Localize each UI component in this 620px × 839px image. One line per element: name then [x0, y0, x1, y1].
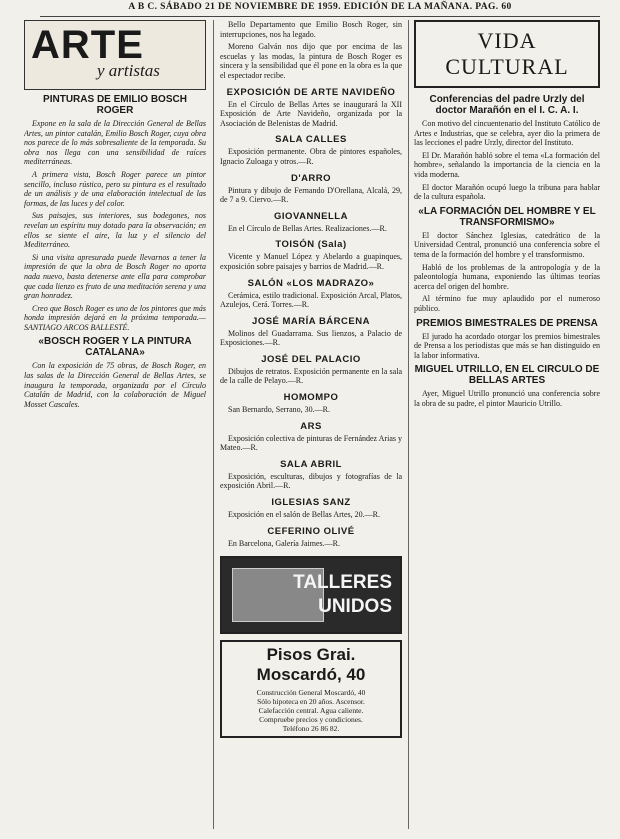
- headline: Conferencias del padre Urzly del doctor Marañón en el I. C. A. I.: [429, 94, 585, 116]
- listing-text: Exposición permanente. Obra de pintores españoles, Ignacio Zuloaga y otros.—R.: [220, 147, 402, 166]
- listing-text: Exposición en el salón de Bellas Artes, 20.—R.: [228, 510, 380, 520]
- column-divider: [408, 20, 409, 829]
- paragraph: Bello Departamento que Emilio Bosch Roger, sin interrupciones, nos ha legado.: [220, 20, 402, 39]
- listing-title: SALA ABRIL: [280, 458, 342, 470]
- page-header: A B C. SÁBADO 21 DE NOVIEMBRE DE 1959. EDICIÓN DE LA MAÑANA. PAG. 60: [40, 2, 600, 17]
- listing-text: Molinos del Guadarrama. Sus lienzos, a Palacio de Exposiciones.—R.: [220, 328, 402, 348]
- ad-line: Calefacción central. Agua caliente.: [258, 706, 364, 716]
- listing-title: HOMOMPO: [283, 392, 339, 404]
- ad-title: Pisos Grai. Moscardó, 40: [256, 645, 366, 685]
- column-vida-cultural: [414, 20, 600, 831]
- headline: MIGUEL UTRILLO, EN EL CIRCULO DE BELLAS ARTES: [414, 364, 600, 387]
- listing-title: IGLESIAS SANZ: [271, 497, 351, 509]
- listing-title: GIOVANNELLA: [274, 210, 348, 222]
- listing-text: Dibujos de retratos. Exposición permanente en la sala de la calle de Pelayo.—R.: [220, 366, 402, 386]
- paragraph: Expone en la sala de la Dirección General de Bellas Artes, un pintor catalán, Emilio Bosch Roger, cuya obra nos parece de lo más sobresaliente de la temporada. Su obra nos llega con una sensibilidad de raíces mediterráneas.: [24, 119, 206, 167]
- listing-title: SALÓN «LOS MADRAZO»: [247, 277, 375, 289]
- masthead-title: ARTE: [31, 23, 144, 67]
- talleres-unidos-ad: [220, 556, 402, 634]
- headline: «LA FORMACIÓN DEL HOMBRE Y EL TRANSFORMISMO»: [418, 205, 596, 228]
- headline: PREMIOS BIMESTRALES DE PRENSA: [416, 317, 598, 329]
- paragraph: Moreno Galván nos dijo que por encima de las escuelas y las modas, la pintura de Bosch Roger es sincera y la sensibilidad que él pone en la obra es la que el espectador recibe.: [220, 42, 402, 80]
- ad-word: TALLERES: [293, 572, 392, 594]
- masthead-subtitle: y artistas: [97, 61, 160, 80]
- listing-text: Exposición colectiva de pinturas de Fernández Arias y Mateo.—R.: [220, 433, 402, 453]
- paragraph: Al término fue muy aplaudido por el numeroso público.: [414, 294, 600, 313]
- listing-text: Pintura y dibujo de Fernando D'Orellana, Alcalá, 29, de 7 a 9. Ciervo.—R.: [220, 185, 402, 205]
- paragraph: Con motivo del cincuentenario del Instituto Católico de Artes e Industrias, que se celebra, ayer dio la primera de las lecciones el padre Urzly, director del Instituto.: [414, 119, 600, 148]
- ad-line: Teléfono 26 86 82.: [282, 724, 340, 734]
- paragraph: A primera vista, Bosch Roger parece un pintor sencillo, incluso rústico, pero su pintura es el resultado de un análisis y de una elaboración intelectual de las formas, de las luces y del color.: [24, 169, 206, 208]
- headline: «BOSCH ROGER Y LA PINTURA CATALANA»: [38, 336, 192, 359]
- listing-title: D'ARRO: [290, 172, 332, 184]
- listing-title: EXPOSICIÓN DE ARTE NAVIDEÑO: [226, 86, 396, 98]
- paragraph: Creo que Bosch Roger es uno de los pintores que más honda impresión dejará en la próxima temporada.—SANTIAGO ARCOS BALLESTÉ.: [24, 303, 206, 332]
- section-title-box: VIDA CULTURAL: [414, 20, 600, 88]
- paragraph: El Dr. Marañón habló sobre el tema «La formación del hombre», señalando la importancia de la ciencia en la vida moderna.: [414, 150, 600, 179]
- ad-line: Construcción General Moscardó, 40: [256, 688, 366, 698]
- paragraph: Ayer, Miguel Utrillo pronunció una conferencia sobre la obra de su padre, el pintor Mauricio Utrillo.: [414, 389, 600, 408]
- ad-line: Compruebe precios y condiciones.: [259, 715, 363, 725]
- listing-title: SALA CALLES: [275, 134, 347, 146]
- column-exposiciones: [220, 20, 402, 831]
- arte-masthead: [24, 20, 206, 90]
- pisos-ad: [220, 640, 402, 738]
- listing-title: ARS: [300, 420, 322, 432]
- listing-title: TOISÓN (Sala): [275, 239, 347, 251]
- paragraph: El doctor Sánchez Iglesias, catedrático de la Universidad Central, pronunció una conferencia sobre el tema de la formación del hombre y el transformismo.: [414, 230, 600, 259]
- listing-text: Vicente y Manuel López y Abelardo a guapinques, exposición sobre paisajes y barrios de Madrid.—R.: [220, 252, 402, 271]
- listing-text: San Bernardo, Serrano, 30.—R.: [228, 405, 330, 415]
- listing-text: En el Círculo de Bellas Artes se inaugurará la XII Exposición de Arte Navideño, organizada por la Asociación de Belenistas de Madrid.: [220, 99, 402, 128]
- listing-text: Exposición, esculturas, dibujos y fotografías de la exposición Abril.—R.: [220, 471, 402, 491]
- listing-text: Cerámica, estilo tradicional. Exposición Arcal, Platos, Azulejos, Cerá. Torres.—R.: [220, 290, 402, 310]
- listing-title: CEFERINO OLIVÉ: [267, 525, 355, 537]
- listing-text: En Barcelona, Galería Jaimes.—R.: [228, 538, 340, 548]
- headline: PINTURAS DE EMILIO BOSCH ROGER: [43, 94, 187, 116]
- listing-text: En el Círculo de Bellas Artes. Realizaciones.—R.: [228, 223, 387, 233]
- paragraph: El jurado ha acordado otorgar los premios bimestrales de Prensa a los periodistas que más se han distinguido en la labor informativa.: [414, 331, 600, 360]
- column-divider: [213, 20, 214, 829]
- column-arte: [24, 20, 206, 831]
- paragraph: Sus paisajes, sus interiores, sus bodegones, nos revelan un espíritu muy dotado para la observación; en ellos se siente el aire, la luz y el silencio del Mediterráneo.: [24, 211, 206, 250]
- paragraph: Si una visita apresurada puede llevarnos a tener la impresión de que la obra de Bosch Roger no aporta nada nuevo, basta detenerse ante ella para comprobar que cada lienzo es fruto de una meditación serena y una gran honradez.: [24, 252, 206, 301]
- ad-word: UNIDOS: [318, 596, 392, 618]
- listing-title: JOSÉ DEL PALACIO: [261, 353, 361, 365]
- listing-title: JOSÉ MARÍA BÁRCENA: [252, 315, 370, 327]
- paragraph: El doctor Marañón ocupó luego la tribuna para hablar de la cultura española.: [414, 182, 600, 202]
- paragraph: Con la exposición de 75 obras, de Bosch Roger, en las salas de la Dirección General de Bellas Artes, se inaugura la temporada, organizada por el Círculo Catalán de Madrid, con la colaboración de Miguel Mosset Cascales.: [24, 361, 206, 409]
- exhibition-listings: [220, 87, 402, 549]
- ad-line: Sólo hipoteca en 20 años. Ascensor.: [257, 697, 365, 707]
- paragraph: Habló de los problemas de la antropología y de la paleontología humana, exponiendo las últimas teorías acerca del origen del hombre.: [414, 262, 600, 291]
